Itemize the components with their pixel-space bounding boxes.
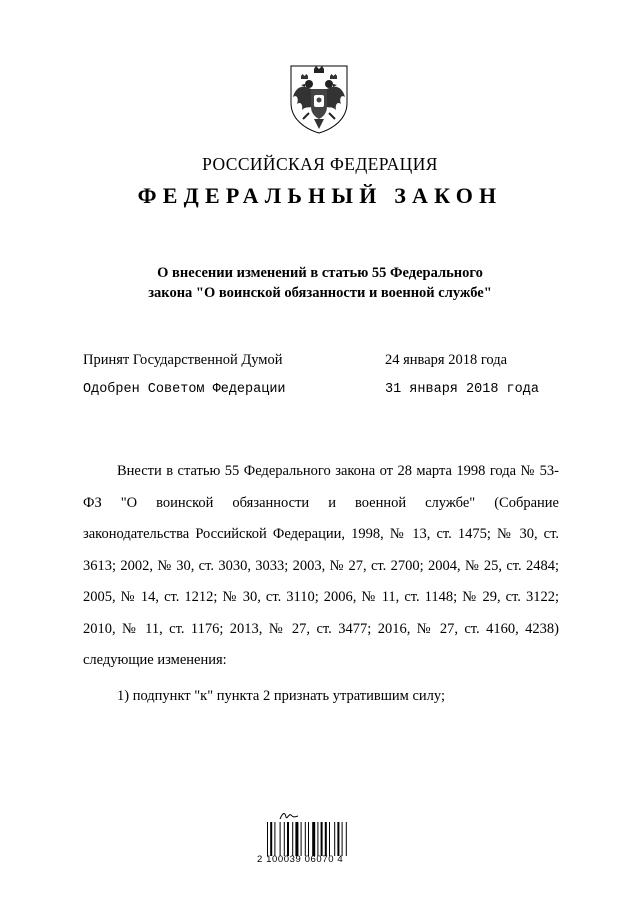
approval-date: 31 января 2018 года: [385, 382, 539, 397]
coat-of-arms-icon: [287, 63, 351, 135]
signature-mark-icon: [279, 810, 299, 822]
law-title-line: закона "О воинской обязанности и военной службе": [148, 285, 492, 301]
amendment-item: 1) подпункт "к" пункта 2 признать утратившим силу;: [117, 688, 445, 704]
adoption-label: Принят Государственной Думой: [83, 352, 283, 368]
registration-stamp: [257, 810, 377, 870]
barcode-icon: [267, 822, 359, 856]
law-title: [0, 263, 640, 303]
main-paragraph: Внести в статью 55 Федерального закона от 28 марта 1998 года № 53-ФЗ "О воинской обязанности и военной службе" (Собрание законодательства Российской Федерации, 1998, № 13, ст. 1475; № 30, ст. 3613; 2002, № 30, ст. 3030, 3033; 2003, № 27, ст. 2700; 2004, № 25, ст. 2484; 2005, № 14, ст. 1212; № 30, ст. 3110; 2006, № 11, ст. 1148; № 29, ст. 3122; 2010, № 11, ст. 1176; 2013, № 27, ст. 3477; 2016, № 27, ст. 4160, 4238) следующие изменения:: [83, 463, 559, 668]
law-title-line: О внесении изменений в статью 55 Федерального: [157, 265, 483, 281]
adoption-date: 24 января 2018 года: [385, 352, 508, 368]
law-type-heading: ФЕДЕРАЛЬНЫЙ ЗАКОН: [137, 183, 503, 208]
body-text: [83, 456, 559, 677]
approval-label: Одобрен Советом Федерации: [83, 382, 286, 397]
barcode-number: 2 100039 06070 4: [257, 854, 344, 865]
country-heading: РОССИЙСКАЯ ФЕДЕРАЦИЯ: [202, 154, 438, 174]
